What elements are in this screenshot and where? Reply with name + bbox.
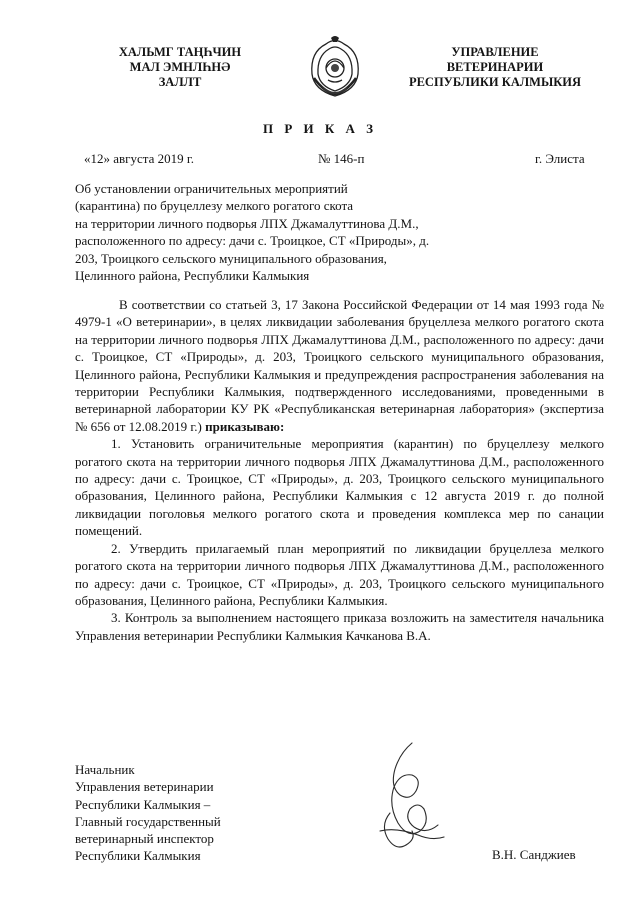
header-left-org-name xyxy=(95,45,265,90)
subject-line: 203, Троицкого сельского муниципального образования, xyxy=(75,250,387,266)
subject-line: Об установлении ограничительных мероприятий xyxy=(75,181,348,196)
position-line: Начальник xyxy=(75,762,135,777)
document-date: «12» августа 2019 г. xyxy=(84,151,194,166)
header-right-line-3: РЕСПУБЛИКИ КАЛМЫКИЯ xyxy=(408,75,582,89)
position-line: Республики Калмыкия – xyxy=(75,796,211,812)
document-subject xyxy=(75,180,475,284)
header-right-org-name xyxy=(395,45,595,90)
order-item-1: 1. Установить ограничительные мероприятия (карантин) по бруцеллезу мелкого рогатого скота на территории личного подворья ЛПХ Джамалуттинова Д.М., расположенного по адресу: дачи с. Троицкое, СТ «Природы», д. 203, Троицкого сельского муниципального образования, Целинного района, Республики Калмыкия с 12 августа 2019 г. до полной ликвидации поголовья мелкого рогатого скота и проведения комплекса мер по санации помещений. xyxy=(75,436,604,539)
header-right-line-1: УПРАВЛЕНИЕ xyxy=(451,45,539,59)
header-right-line-2: ВЕТЕРИНАРИИ xyxy=(446,60,544,74)
position-line: Республики Калмыкия xyxy=(75,848,201,864)
header-left-line-1: ХАЛЬМГ ТАҢҺЧИН xyxy=(118,45,242,59)
subject-line: (карантина) по бруцеллезу мелкого рогатого скота xyxy=(75,198,354,214)
kalmykia-coat-of-arms-icon xyxy=(306,34,364,100)
subject-line: Целинного района, Республики Калмыкия xyxy=(75,268,310,284)
order-word: приказываю: xyxy=(205,418,285,434)
subject-line: расположенного по адресу: дачи с. Троицкое, СТ «Природы», д. xyxy=(75,233,430,249)
position-line: Главный государственный xyxy=(75,813,221,829)
header-left-line-3: ЗАЛЛТ xyxy=(158,75,202,89)
document-city: г. Элиста xyxy=(535,151,585,166)
document-title: П Р И К А З xyxy=(262,121,378,136)
position-line: ветеринарный инспектор xyxy=(75,831,214,847)
document-body xyxy=(75,296,604,644)
document-number: № 146-п xyxy=(318,151,365,166)
order-item-2: 2. Утвердить прилагаемый план мероприятий по ликвидации бруцеллеза мелкого рогатого скота на территории личного подворья ЛПХ Джамалуттинова Д.М., расположенного по адресу: дачи с. Троицкое, СТ «Природы», д. 203, Троицкого сельского муниципального образования, Целинного района, Республики Калмыкия. xyxy=(75,540,604,608)
signer-position xyxy=(75,761,221,865)
signer-name: В.Н. Санджиев xyxy=(492,847,576,862)
position-line: Управления ветеринарии xyxy=(75,779,214,795)
header-left-line-2: МАЛ ЭМНЛҺНӘ xyxy=(129,60,231,74)
preamble-text: В соответствии со статьей 3, 17 Закона Российской Федерации от 14 мая 1993 года № 4979-1 «О ветеринарии», в целях ликвидации заболевания бруцеллеза мелкого рогатого скота на территории личного подворья ЛПХ Джамалуттинова Д.М., расположенного по адресу: дачи с. Троицкое, СТ «Природы», д. 203, Троицкого сельского муниципального образования, Целинного района, Республики Калмыкия и предупреждения распространения заболевания на территории Республики Калмыкия, подтвержденного исследованиями, проведенными в ветеринарной лаборатории КУ РК «Республиканская ветеринарная лаборатория» (экспертиза № 656 от 12.08.2019 г.) xyxy=(75,297,604,434)
handwritten-signature-icon xyxy=(360,735,455,865)
order-item-3: 3. Контроль за выполнением настоящего приказа возложить на заместителя начальника Управления ветеринарии Республики Калмыкия Качканова В.А. xyxy=(75,610,604,643)
subject-line: на территории личного подворья ЛПХ Джамалуттинова Д.М., xyxy=(75,215,419,231)
preamble-paragraph xyxy=(75,296,604,435)
